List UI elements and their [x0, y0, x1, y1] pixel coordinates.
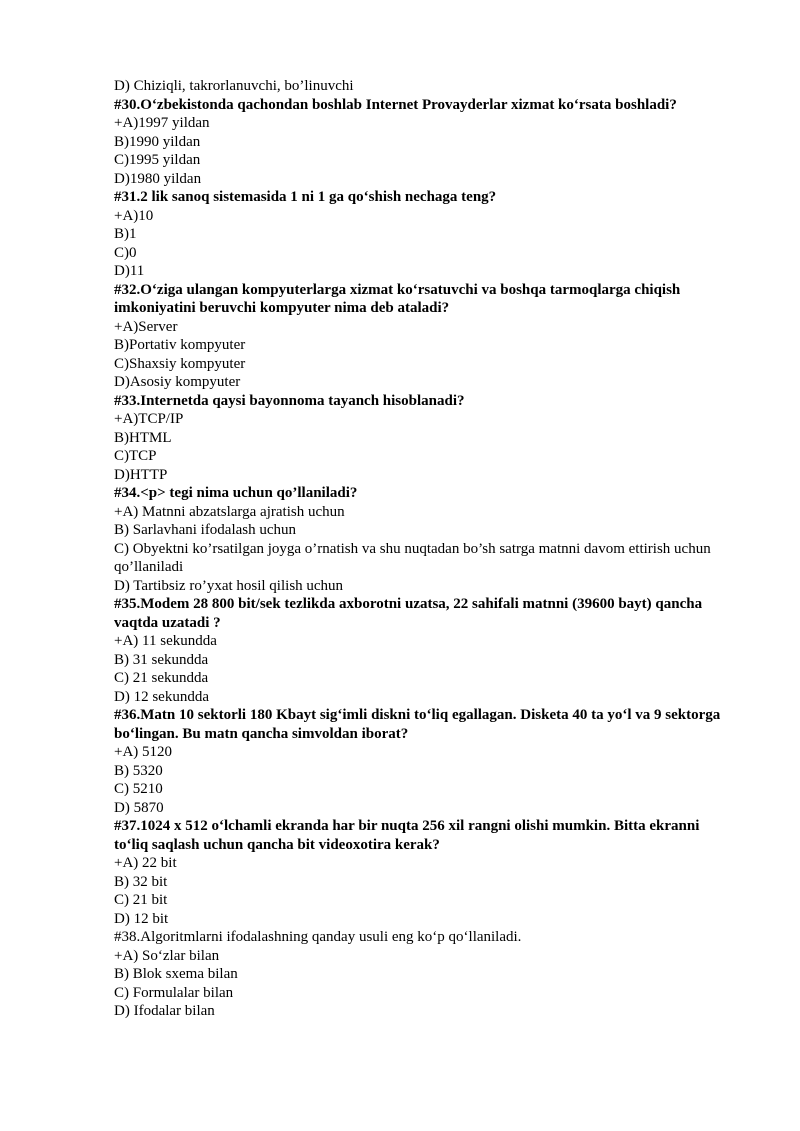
answer-option: B) Blok sxema bilan	[114, 966, 238, 982]
answer-option: +A) So‘zlar bilan	[114, 947, 220, 964]
answer-option: D)Asosiy kompyuter	[114, 374, 241, 390]
answer-option: +A)10	[114, 207, 154, 224]
answer-option: D) 5870	[114, 799, 164, 816]
question-text: #33.Internetda qaysi bayonnoma tayanch hisoblanadi?	[114, 392, 465, 409]
answer-option: D) Chiziqli, takrorlanuvchi, bo’linuvchi	[114, 78, 354, 94]
answer-option: B)HTML	[114, 429, 172, 446]
answer-option: C) Formulalar bilan	[114, 984, 234, 1001]
answer-option: B)1	[114, 226, 137, 242]
answer-option: C)1995 yildan	[114, 152, 201, 168]
question-text: #36.Matn 10 sektorli 180 Kbayt sig‘imli diskni to‘liq egallagan. Disketa 40 ta yo‘l va 9 sektorga bo‘lingan. Bu matn qancha simvoldan iborat?	[114, 707, 721, 742]
question-text: #37.1024 x 512 o‘lchamli ekranda har bir nuqta 256 xil rangni olishi mumkin. Bitta ekranni to‘liq saqlash uchun qancha bit videoxotira kerak?	[114, 818, 700, 853]
quiz-content	[114, 77, 734, 1021]
answer-option: +A)TCP/IP	[114, 411, 184, 427]
answer-option: C) 5210	[114, 781, 163, 797]
question-text: #35.Modem 28 800 bit/sek tezlikda axborotni uzatsa, 22 sahifali matnni (39600 bayt) qancha vaqtda uzatadi ?	[114, 596, 703, 631]
answer-option: B) 5320	[114, 762, 163, 779]
answer-option: +A) 11 sekundda	[114, 633, 217, 649]
answer-option: +A)1997 yildan	[114, 115, 210, 131]
question-text: #31.2 lik sanoq sistemasida 1 ni 1 ga qo‘shish nechaga teng?	[114, 189, 497, 205]
question-text: #34.<p> tegi nima uchun qo’llaniladi?	[114, 485, 358, 501]
answer-option: C) 21 bit	[114, 892, 168, 908]
answer-option: D) Ifodalar bilan	[114, 1003, 215, 1019]
answer-option: B) Sarlavhani ifodalash uchun	[114, 522, 297, 538]
answer-option: B) 31 sekundda	[114, 651, 209, 668]
answer-option: C) Obyektni ko’rsatilgan joyga o’rnatish va shu nuqtadan bo’sh satrga matnni davom ettirish uchun qo’llaniladi	[114, 540, 711, 575]
answer-option: D)HTTP	[114, 466, 168, 483]
question-text: #32.O‘ziga ulangan kompyuterlarga xizmat ko‘rsatuvchi va boshqa tarmoqlarga chiqish imkoniyatini beruvchi kompyuter nima deb ataladi?	[114, 281, 681, 316]
question-text: #38.Algoritmlarni ifodalashning qanday usuli eng ko‘p qo‘llaniladi.	[114, 929, 522, 945]
answer-option: D) 12 bit	[114, 910, 169, 927]
answer-option: D) Tartibsiz ro’yxat hosil qilish uchun	[114, 577, 344, 594]
answer-option: B)Portativ kompyuter	[114, 337, 246, 353]
answer-option: +A) 5120	[114, 744, 173, 760]
answer-option: C)Shaxsiy kompyuter	[114, 355, 246, 372]
answer-option: +A) Matnni abzatslarga ajratish uchun	[114, 503, 345, 520]
answer-option: C)0	[114, 244, 137, 261]
answer-option: D) 12 sekundda	[114, 688, 209, 705]
answer-option: C)TCP	[114, 448, 157, 464]
answer-option: B)1990 yildan	[114, 133, 201, 150]
answer-option: +A) 22 bit	[114, 855, 177, 871]
answer-option: C) 21 sekundda	[114, 670, 209, 686]
answer-option: D)1980 yildan	[114, 170, 202, 187]
answer-option: +A)Server	[114, 318, 178, 335]
question-text: #30.O‘zbekistonda qachondan boshlab Internet Provayderlar xizmat ko‘rsata boshladi?	[114, 96, 677, 113]
answer-option: B) 32 bit	[114, 873, 168, 890]
answer-option: D)11	[114, 263, 145, 279]
